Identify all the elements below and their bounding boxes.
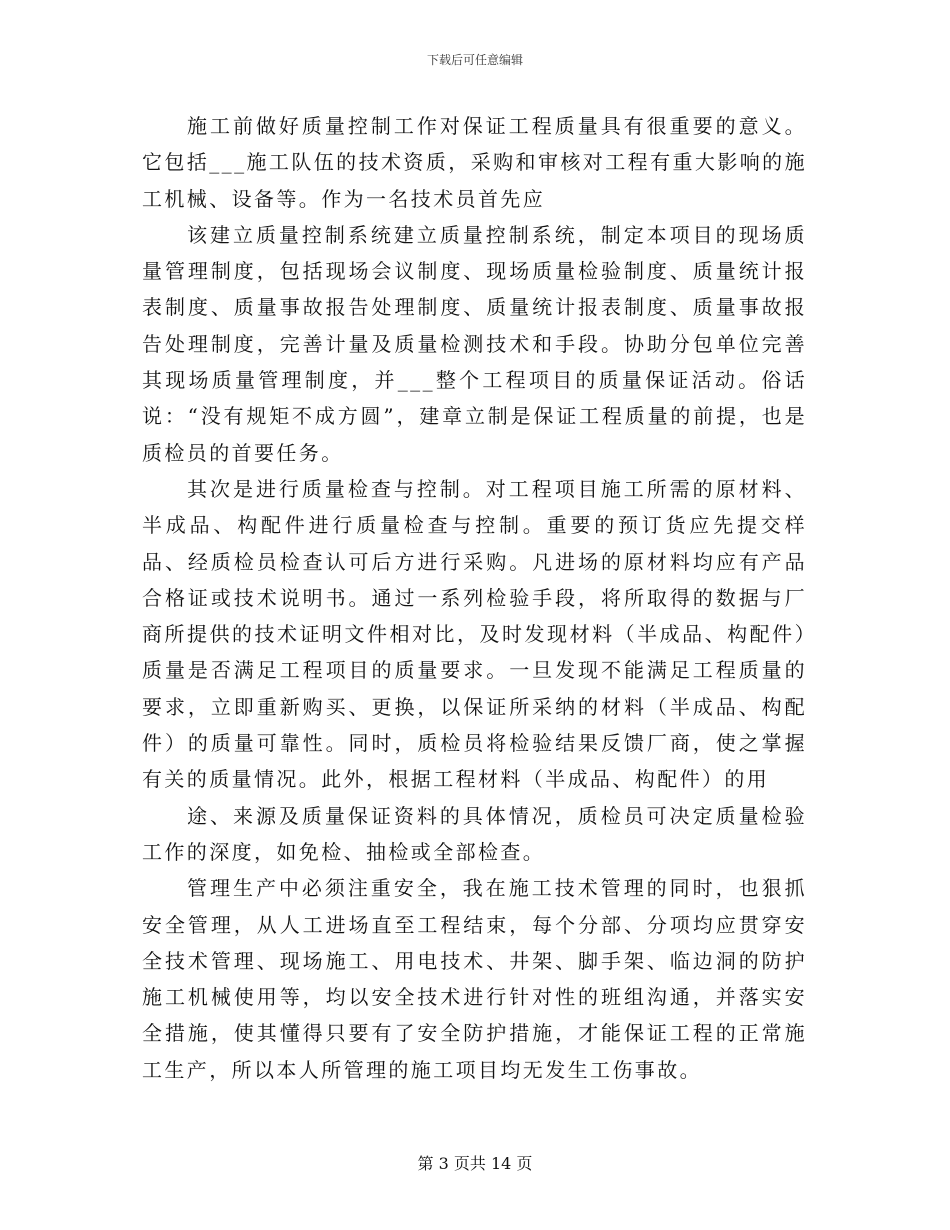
paragraph-quality-preparation: 施工前做好质量控制工作对保证工程质量具有很重要的意义。它包括___施工队伍的技术资质，采购和审核对工程有重大影响的施工机械、设备等。作为一名技术员首先应 [142, 114, 807, 211]
page-header: 下载后可任意编辑 [426, 53, 523, 67]
document-body [142, 108, 807, 1088]
paragraph-safety-management: 管理生产中必须注重安全，我在施工技术管理的同时，也狠抓安全管理，从人工进场直至工程结束，每个分部、分项均应贯穿安全技术管理、现场施工、用电技术、井架、脚手架、临边洞的防护施工机械使用等，均以安全技术进行针对性的班组沟通，并落实安全措施，使其懂得只要有了安全防护措施，才能保证工程的正常施工生产，所以本人所管理的施工项目均无发生工伤事故。 [142, 876, 807, 1082]
page-number: 第 3 页共 14 页 [417, 1154, 533, 1173]
paragraph-quality-system: 该建立质量控制系统建立质量控制系统，制定本项目的现场质量管理制度，包括现场会议制度、现场质量检验制度、质量统计报表制度、质量事故报告处理制度、质量统计报表制度、质量事故报告处理制度，完善计量及质量检测技术和手段。协助分包单位完善其现场质量管理制度，并___整个工程项目的质量保证活动。俗话说：“没有规矩不成方圆”，建章立制是保证工程质量的前提，也是质检员的首要任务。 [142, 222, 807, 465]
paragraph-quality-inspection: 其次是进行质量检查与控制。对工程项目施工所需的原材料、半成品、构配件进行质量检查与控制。重要的预订货应先提交样品、经质检员检查认可后方进行采购。凡进场的原材料均应有产品合格证或技术说明书。通过一系列检验手段，将所取得的数据与厂商所提供的技术证明文件相对比，及时发现材料（半成品、构配件）质量是否满足工程项目的质量要求。一旦发现不能满足工程质量的要求，立即重新购买、更换，以保证所采纳的材料（半成品、构配件）的质量可靠性。同时，质检员将检验结果反馈厂商，使之掌握有关的质量情况。此外，根据工程材料（半成品、构配件）的用 [142, 476, 807, 792]
paragraph-inspection-depth: 途、来源及质量保证资料的具体情况，质检员可决定质量检验工作的深度，如免检、抽检或全部检查。 [142, 803, 807, 864]
